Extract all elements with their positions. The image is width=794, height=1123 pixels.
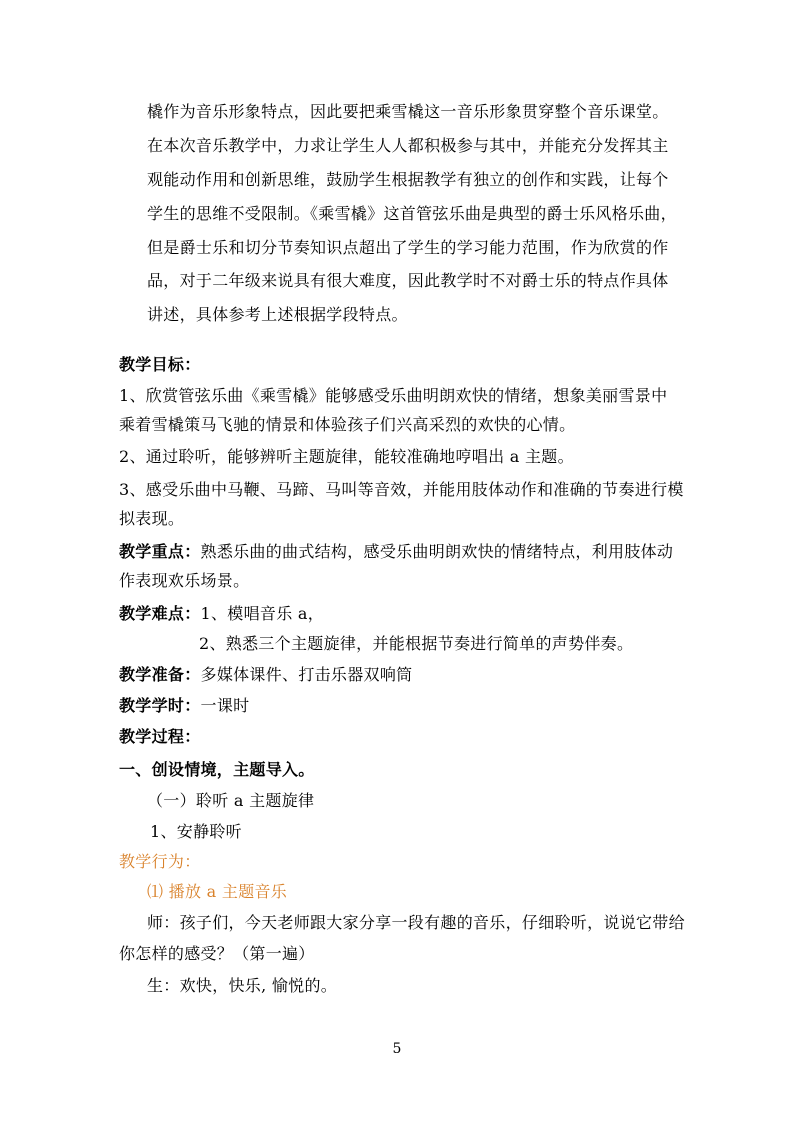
play-music-step: ⑴ 播放 a 主题音乐 <box>147 882 288 901</box>
key-point-label: 教学重点： <box>119 542 201 561</box>
hours-line <box>119 696 249 716</box>
difficulty-line-1 <box>119 604 324 624</box>
intro-line-5: 但是爵士乐和切分节奏知识点超出了学生的学习能力范围，作为欣赏的作 <box>147 238 669 257</box>
intro-line-3: 观能动作用和创新思维，鼓励学生根据教学有独立的创作和实践，让每个 <box>147 170 669 189</box>
page-number: 5 <box>392 1041 402 1057</box>
process-heading: 教学过程： <box>119 727 201 746</box>
difficulty-item-1: 1、模唱音乐 a， <box>200 604 325 623</box>
preparation-line <box>119 665 412 685</box>
goal-3-line-2: 拟表现。 <box>119 509 185 528</box>
intro-line-6: 品，对于二年级来说具有很大难度，因此教学时不对爵士乐的特点作具体 <box>147 271 669 290</box>
step-1-heading: 一、创设情境，主题导入。 <box>119 760 315 779</box>
difficulty-item-2: 2、熟悉三个主题旋律，并能根据节奏进行简单的声势伴奏。 <box>199 634 634 653</box>
sub-section-1: （一）聆听 a 主题旋律 <box>147 791 315 810</box>
intro-line-4: 学生的思维不受限制。《乘雪橇》这首管弦乐曲是典型的爵士乐风格乐曲， <box>147 204 677 223</box>
hours-text: 一课时 <box>200 696 250 715</box>
goal-1-line-2: 乘着雪橇策马飞驰的情景和体验孩子们兴高采烈的欢快的心情。 <box>119 415 576 434</box>
hours-label: 教学学时： <box>119 696 201 715</box>
goal-1-line-1: 1、欣赏管弦乐曲《乘雪橇》能够感受乐曲明朗欢快的情绪，想象美丽雪景中 <box>119 386 668 405</box>
item-1: 1、安静聆听 <box>150 822 242 841</box>
key-point-line-2: 作表现欢乐场景。 <box>119 571 250 590</box>
intro-line-7: 讲述，具体参考上述根据学段特点。 <box>147 305 408 324</box>
student-answer: 生：欢快，快乐, 愉悦的。 <box>147 976 338 995</box>
goals-heading: 教学目标： <box>119 355 201 374</box>
teacher-line-2: 你怎样的感受？（第一遍） <box>119 944 315 963</box>
goal-2: 2、通过聆听，能够辨听主题旋律，能较准确地哼唱出 a 主题。 <box>119 447 574 466</box>
intro-line-2: 在本次音乐教学中，力求让学生人人都积极参与其中，并能充分发挥其主 <box>147 136 669 155</box>
difficulty-label: 教学难点： <box>119 604 201 623</box>
key-point-text: 熟悉乐曲的曲式结构，感受乐曲明朗欢快的情绪特点，利用肢体动 <box>200 542 674 561</box>
key-point-line-1 <box>119 542 673 562</box>
teaching-behavior-label: 教学行为： <box>119 852 201 871</box>
intro-line-1: 橇作为音乐形象特点，因此要把乘雪橇这一音乐形象贯穿整个音乐课堂。 <box>147 102 669 121</box>
preparation-label: 教学准备： <box>119 665 201 684</box>
goal-3-line-1: 3、感受乐曲中马鞭、马蹄、马叫等音效，并能用肢体动作和准确的节奏进行模 <box>119 480 684 499</box>
preparation-text: 多媒体课件、打击乐器双响筒 <box>200 665 413 684</box>
teacher-line-1: 师：孩子们，今天老师跟大家分享一段有趣的音乐，仔细聆听，说说它带给 <box>147 913 685 932</box>
